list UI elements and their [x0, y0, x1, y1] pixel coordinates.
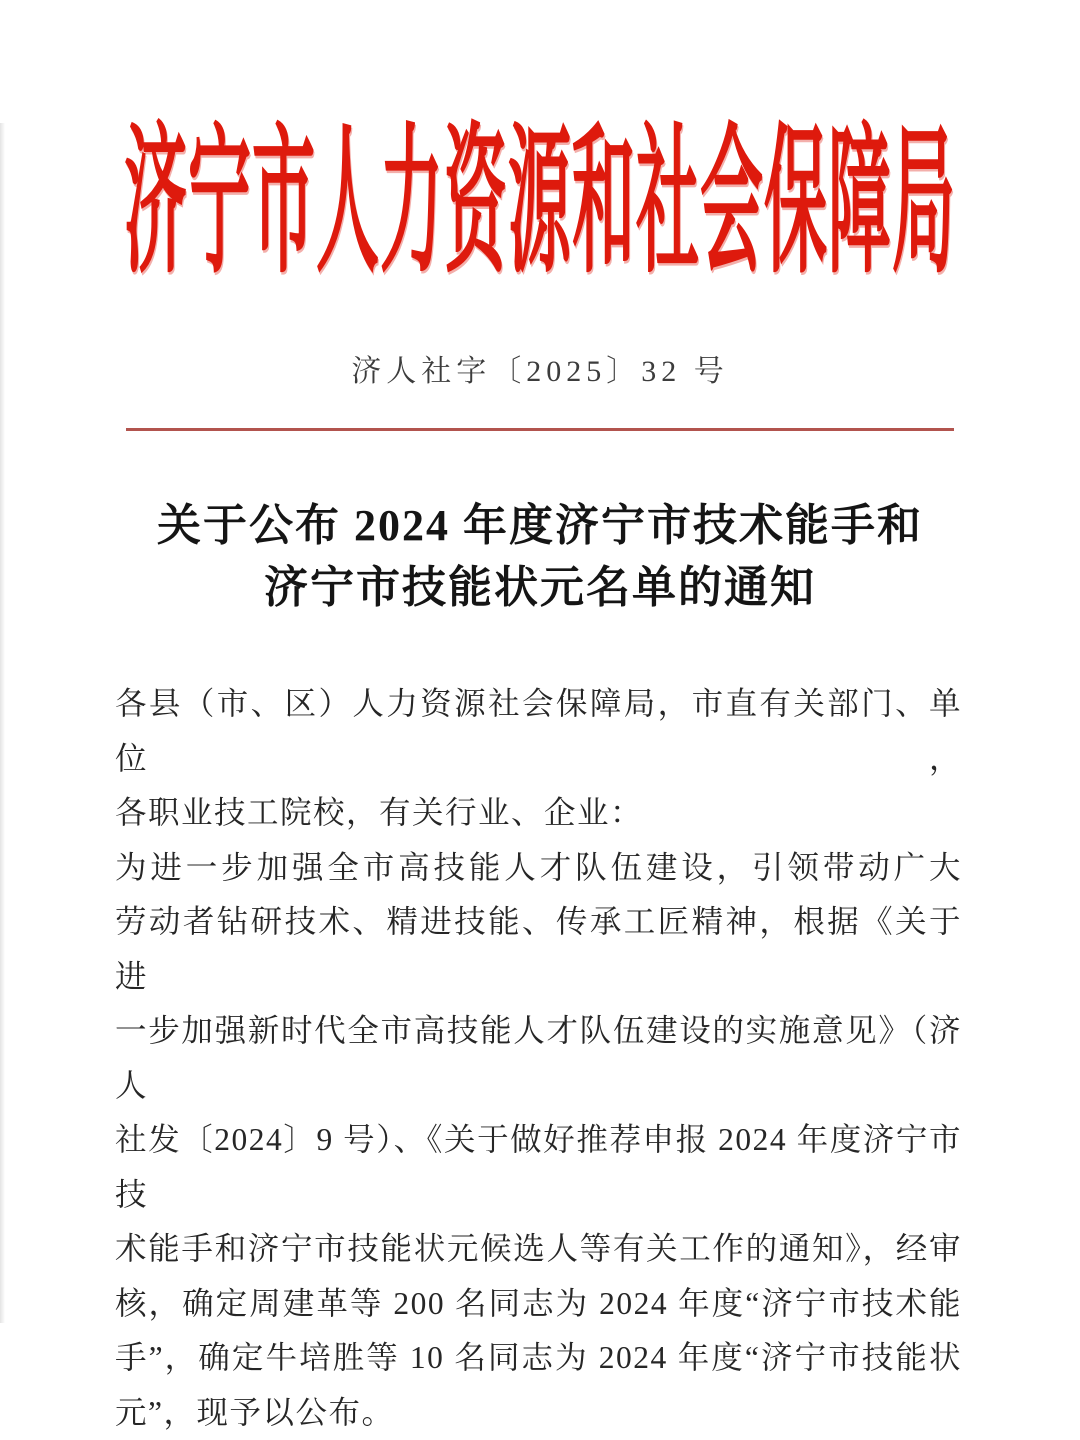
notice-title	[0, 495, 1080, 619]
document-body	[115, 677, 962, 1440]
document-line: 手”，确定牛培胜等 10 名同志为 2024 年度“济宁市技能状	[115, 1331, 962, 1386]
document-line: 社发〔2024〕9 号）、《关于做好推荐申报 2024 年度济宁市技	[115, 1113, 962, 1222]
document-line: 元”，现予以公布。	[115, 1386, 962, 1440]
red-divider-line	[126, 428, 954, 431]
agency-name-header	[0, 88, 1080, 290]
notice-title-line: 济宁市技能状元名单的通知	[0, 557, 1080, 619]
main-paragraph	[115, 841, 962, 1440]
notice-title-line: 关于公布 2024 年度济宁市技术能手和	[0, 495, 1080, 557]
agency-name-text: 济宁市人力资源和社会保障局	[124, 73, 956, 305]
document-line: 一步加强新时代全市高技能人才队伍建设的实施意见》（济人	[115, 1004, 962, 1113]
document-line: 为进一步加强全市高技能人才队伍建设，引领带动广大	[115, 841, 962, 896]
document-line: 劳动者钻研技术、精进技能、传承工匠精神，根据《关于进	[115, 895, 962, 1004]
salutation-paragraph	[115, 677, 962, 841]
document-line: 术能手和济宁市技能状元候选人等有关工作的通知》，经审	[115, 1222, 962, 1277]
page-edge-shadow	[0, 123, 5, 1323]
document-line: 各职业技工院校，有关行业、企业：	[115, 786, 962, 841]
document-page	[0, 88, 1080, 1323]
doc-number: 济人社字〔2025〕32 号	[0, 346, 1080, 390]
document-line: 各县（市、区）人力资源社会保障局，市直有关部门、单位，	[115, 677, 962, 786]
document-line: 核，确定周建革等 200 名同志为 2024 年度“济宁市技术能	[115, 1277, 962, 1332]
